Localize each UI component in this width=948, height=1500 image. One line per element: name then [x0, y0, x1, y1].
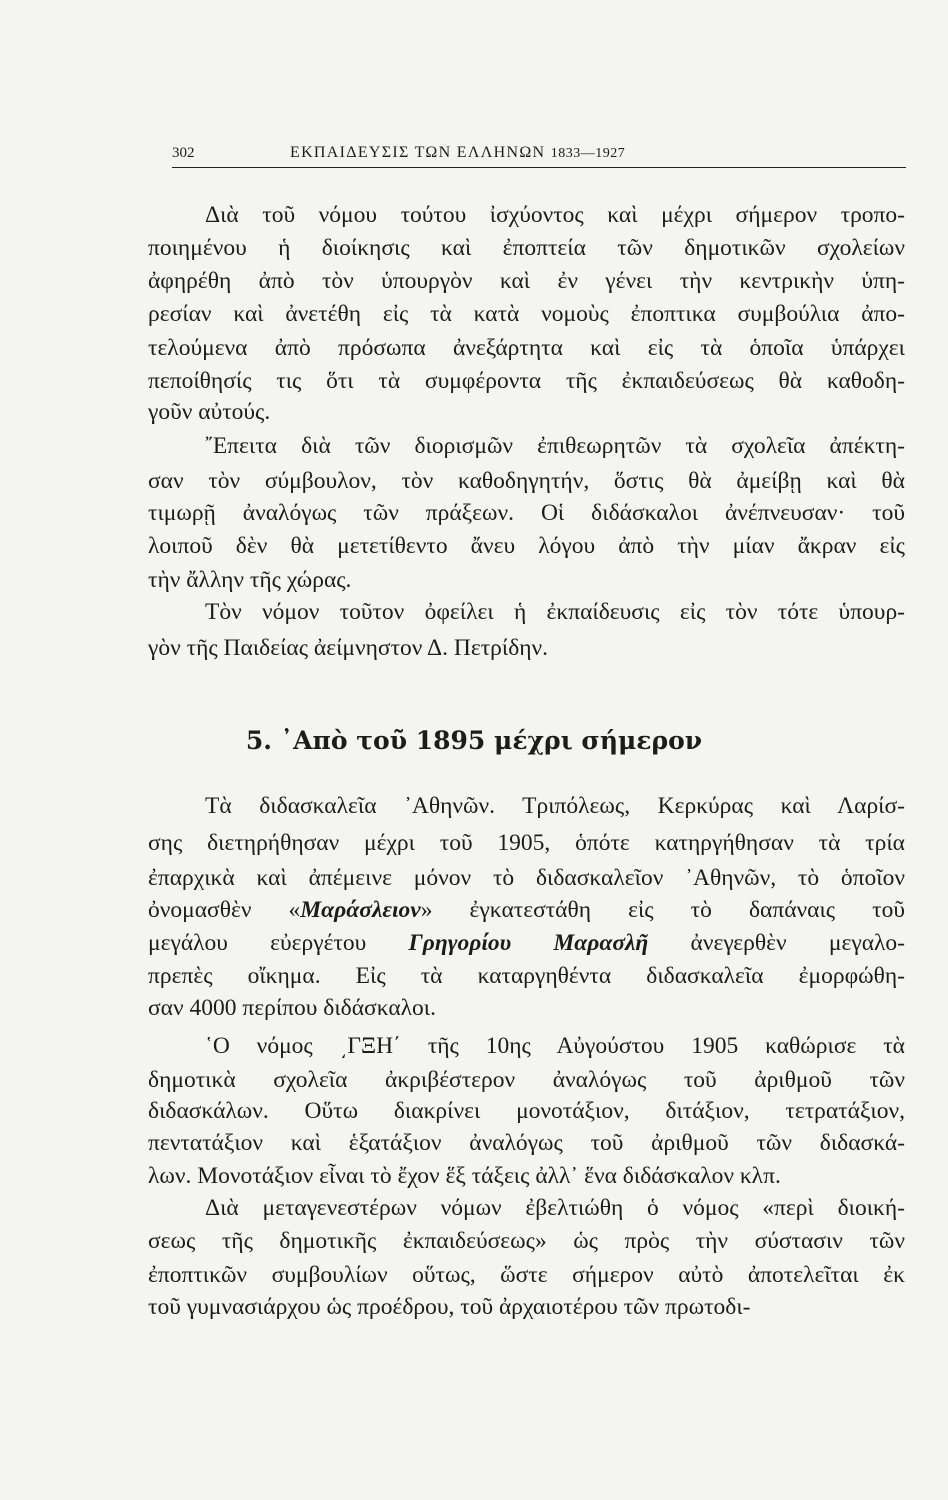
emphasized-name: Μαράσλειον [300, 897, 421, 923]
text-line: διδασκάλων. Οὕτω διακρίνει μονοτάξιον, διτάξιον, τετρατάξιον, [148, 1098, 905, 1124]
text-line: λων. Μονοτάξιον εἶναι τὸ ἔχον ἕξ τάξεις ἀλλ᾿ ἕνα διδάσκαλον κλπ. [148, 1163, 781, 1189]
text-line [148, 928, 905, 958]
text-line: τελούμενα ἀπὸ πρόσωπα ἀνεξάρτητα καὶ εἰς τὰ ὁποῖα ὑπάρχει [148, 335, 905, 361]
text-line: σαν τὸν σύμβουλον, τὸν καθοδηγητήν, ὅστις θὰ ἀμείβῃ καὶ θὰ [148, 468, 905, 494]
text-line: σης διετηρήθησαν μέχρι τοῦ 1905, ὁπότε κατηργήθησαν τὰ τρία [148, 830, 905, 856]
text-line: ῾Ο νόμος ͵ΓΞΗ΄ τῆς 10ης Αὐγούστου 1905 καθώρισε τὰ [205, 1033, 905, 1059]
text-line: Τὰ διδασκαλεῖα ᾿Αθηνῶν. Τριπόλεως, Κερκύρας καὶ Λαρίσ- [205, 793, 905, 819]
running-header [172, 143, 906, 168]
text-line [148, 895, 905, 925]
text-line: Διὰ τοῦ νόμου τούτου ἰσχύοντος καὶ μέχρι σήμερον τροπο- [205, 202, 905, 228]
text-segment: » ἐγκατεστάθη εἰς τὸ δαπάναις τοῦ [420, 897, 905, 923]
text-line: τιμωρῇ ἀναλόγως τῶν πράξεων. Οἱ διδάσκαλοι ἀνέπνευσαν· τοῦ [148, 500, 905, 526]
text-line: σεως τῆς δημοτικῆς ἐκπαιδεύσεως» ὡς πρὸς τὴν σύστασιν τῶν [148, 1228, 905, 1254]
text-segment: ὀνομασθὲν « [148, 897, 301, 923]
section-heading: 5. ᾿Απὸ τοῦ 1895 μέχρι σήμερον [245, 726, 703, 755]
header-title [290, 144, 625, 162]
text-line: γοῦν αὐτούς. [148, 399, 271, 425]
page-number: 302 [172, 145, 195, 161]
text-line: τοῦ γυμνασιάρχου ὡς προέδρου, τοῦ ἀρχαιοτέρου τῶν πρωτοδι- [148, 1294, 751, 1320]
text-line: γὸν τῆς Παιδείας ἀείμνηστον Δ. Πετρίδην. [148, 635, 549, 661]
text-line: ῎Επειτα διὰ τῶν διορισμῶν ἐπιθεωρητῶν τὰ σχολεῖα ἀπέκτη- [205, 433, 905, 459]
text-line: πεποίθησίς τις ὅτι τὰ συμφέροντα τῆς ἐκπαιδεύσεως θὰ καθοδη- [148, 368, 905, 394]
text-line: πεντατάξιον καὶ ἑξατάξιον ἀναλόγως τοῦ ἀριθμοῦ τῶν διδασκά- [148, 1130, 905, 1156]
text-segment: ἀνεγερθὲν μεγαλο- [648, 930, 905, 956]
header-years: 1833—1927 [550, 146, 626, 161]
emphasized-name: Γρηγορίου Μαρασλῆ [408, 930, 649, 956]
text-line: πρεπὲς οἴκημα. Εἰς τὰ καταργηθέντα διδασκαλεῖα ἐμορφώθη- [148, 963, 905, 989]
text-line: ἀφηρέθη ἀπὸ τὸν ὑπουργὸν καὶ ἐν γένει τὴν κεντρικὴν ὑπη- [148, 268, 905, 294]
text-line: λοιποῦ δὲν θὰ μετετίθεντο ἄνευ λόγου ἀπὸ τὴν μίαν ἄκραν εἰς [148, 533, 905, 559]
text-line: Διὰ μεταγενεστέρων νόμων ἐβελτιώθη ὁ νόμος «περὶ διοική- [205, 1195, 905, 1221]
text-line: τὴν ἄλλην τῆς χώρας. [148, 567, 352, 593]
text-line: ἐποπτικῶν συμβουλίων οὕτως, ὥστε σήμερον αὐτὸ ἀποτελεῖται ἐκ [148, 1262, 905, 1288]
text-line: ποιημένου ἡ διοίκησις καὶ ἐποπτεία τῶν δημοτικῶν σχολείων [148, 235, 905, 261]
text-line: δημοτικὰ σχολεῖα ἀκριβέστερον ἀναλόγως τοῦ ἀριθμοῦ τῶν [148, 1067, 905, 1093]
text-segment: μεγάλου εὐεργέτου [148, 930, 409, 956]
text-line: Τὸν νόμον τοῦτον ὀφείλει ἡ ἐκπαίδευσις εἰς τὸν τότε ὑπουρ- [205, 599, 905, 625]
text-line: ἐπαρχικὰ καὶ ἀπέμεινε μόνον τὸ διδασκαλεῖον ᾿Αθηνῶν, τὸ ὁποῖον [148, 865, 905, 891]
text-line: σαν 4000 περίπου διδάσκαλοι. [148, 995, 437, 1021]
header-title-text: ΕΚΠΑΙΔΕΥΣΙΣ ΤΩΝ ΕΛΛΗΝΩΝ [290, 144, 546, 161]
text-line: ρεσίαν καὶ ἀνετέθη εἰς τὰ κατὰ νομοὺς ἐποπτικα συμβούλια ἀπο- [148, 301, 905, 327]
